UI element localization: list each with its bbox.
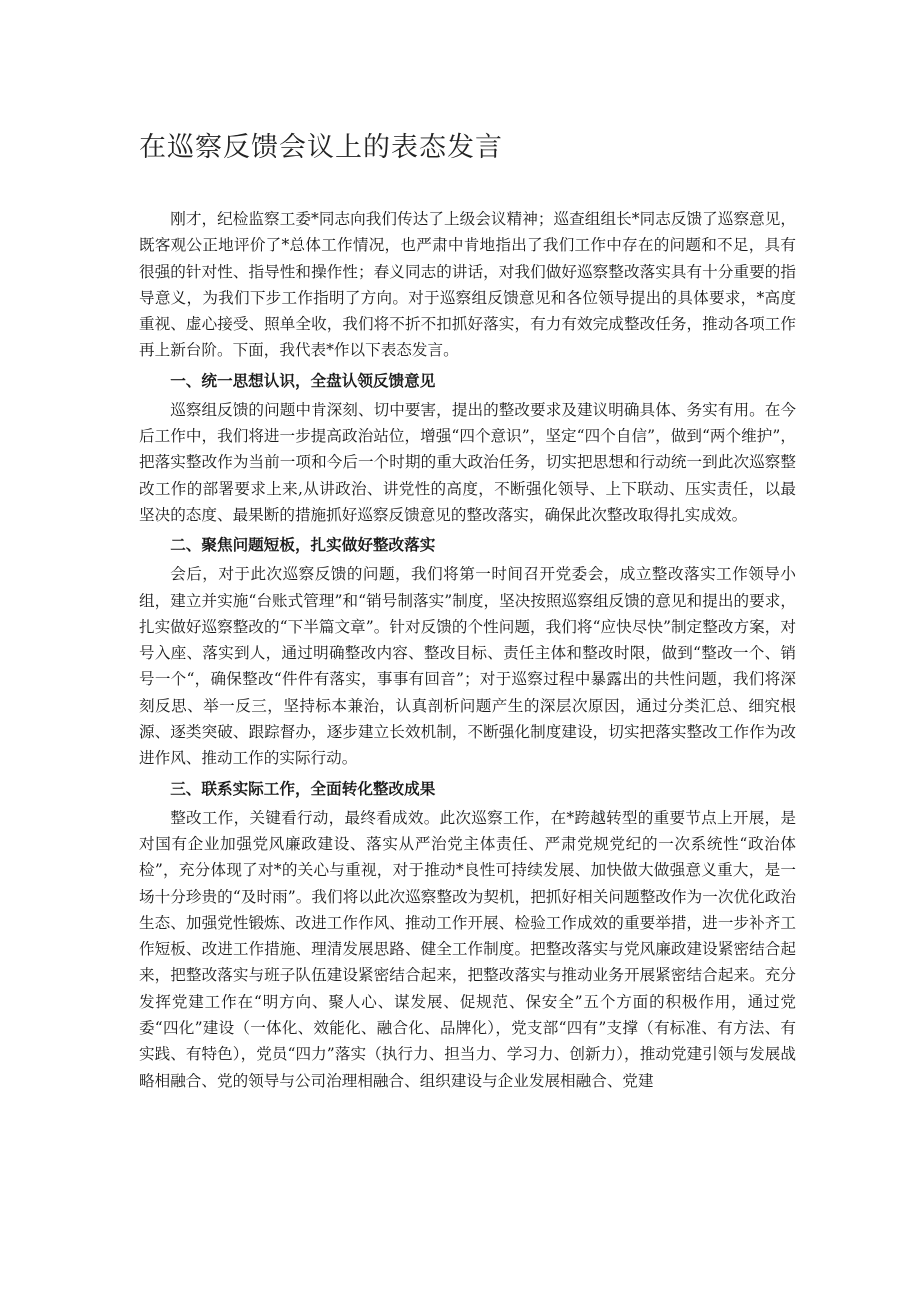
- section-1-heading: 一、统一思想认识，全盘认领反馈意见: [170, 370, 436, 390]
- section-2-heading: 二、聚焦问题短板，扎实做好整改落实: [170, 535, 436, 555]
- document-title: 在巡察反馈会议上的表态发言: [139, 132, 503, 163]
- document-page: [139, 128, 796, 1094]
- section-3-heading: 三、联系实际工作，全面转化整改成果: [170, 778, 436, 798]
- section-2-body: 会后，对于此次巡察反馈的问题，我们将第一时间召开党委会，成立整改落实工作领导小组，建立并实施“台账式管理”和“销号制落实”制度，坚决按照巡察组反馈的意见和提出的要求，扎实做好巡察整改的“下半篇文章”。针对反馈的个性问题，我们将“应快尽快”制定整改方案，对号入座、落实到人，通过明确整改内容、整改目标、责任主体和整改时限，做到“整改一个、销号一个“，确保整改“件件有落实，事事有回音”；对于巡察过程中暴露出的共性问题，我们将深刻反思、举一反三，坚持标本兼治，认真剖析问题产生的深层次原因，通过分类汇总、细究根源、逐类突破、跟踪督办，逐步建立长效机制，不断强化制度建设，切实把落实整改工作作为改进作风、推动工作的实际行动。: [139, 565, 796, 768]
- section-1-body: 巡察组反馈的问题中肯深刻、切中要害，提出的整改要求及建议明确具体、务实有用。在今后工作中，我们将进一步提高政治站位，增强“四个意识”，坚定“四个自信”，做到“两个维护”，把落实整改作为当前一项和今后一个时期的重大政治任务，切实把思想和行动统一到此次巡察整改工作的部署要求上来,从讲政治、讲党性的高度，不断强化领导、上下联动、压实责任，以最坚决的态度、最果断的措施抓好巡察反馈意见的整改落实，确保此次整改取得扎实成效。: [139, 400, 796, 524]
- intro-paragraph: 刚才，纪检监察工委*同志向我们传达了上级会议精神；巡查组组长*同志反馈了巡察意见，既客观公正地评价了*总体工作情况，也严肃中肯地指出了我们工作中存在的问题和不足，具有很强的针对性、指导性和操作性；春义同志的讲话，对我们做好巡察整改落实具有十分重要的指导意义，为我们下步工作指明了方向。对于巡察组反馈意见和各位领导提出的具体要求，*高度重视、虚心接受、照单全收，我们将不折不扣抓好落实，有力有效完成整改任务，推动各项工作再上新台阶。下面，我代表*作以下表态发言。: [139, 210, 796, 360]
- section-3-body: 整改工作，关键看行动，最终看成效。此次巡察工作，在*跨越转型的重要节点上开展，是对国有企业加强党风廉政建设、落实从严治党主体责任、严肃党规党纪的一次系统性“政治体检”，充分体现了对*的关心与重视，对于推动*良性可持续发展、加快做大做强意义重大，是一场十分珍贵的“及时雨”。我们将以此次巡察整改为契机，把抓好相关问题整改作为一次优化政治生态、加强党性锻炼、改进工作作风、推动工作开展、检验工作成效的重要举措，进一步补齐工作短板、改进工作措施、理清发展思路、健全工作制度。把整改落实与党风廉政建设紧密结合起来，把整改落实与班子队伍建设紧密结合起来，把整改落实与推动业务开展紧密结合起来。充分发挥党建工作在“明方向、聚人心、谋发展、促规范、保安全”五个方面的积极作用，通过党委“四化”建设（一体化、效能化、融合化、品牌化），党支部“四有”支撑（有标准、有方法、有实践、有特色），党员“四力”落实（执行力、担当力、学习力、创新力），推动党建引领与发展战略相融合、党的领导与公司治理相融合、组织建设与企业发展相融合、党建: [139, 808, 796, 1090]
